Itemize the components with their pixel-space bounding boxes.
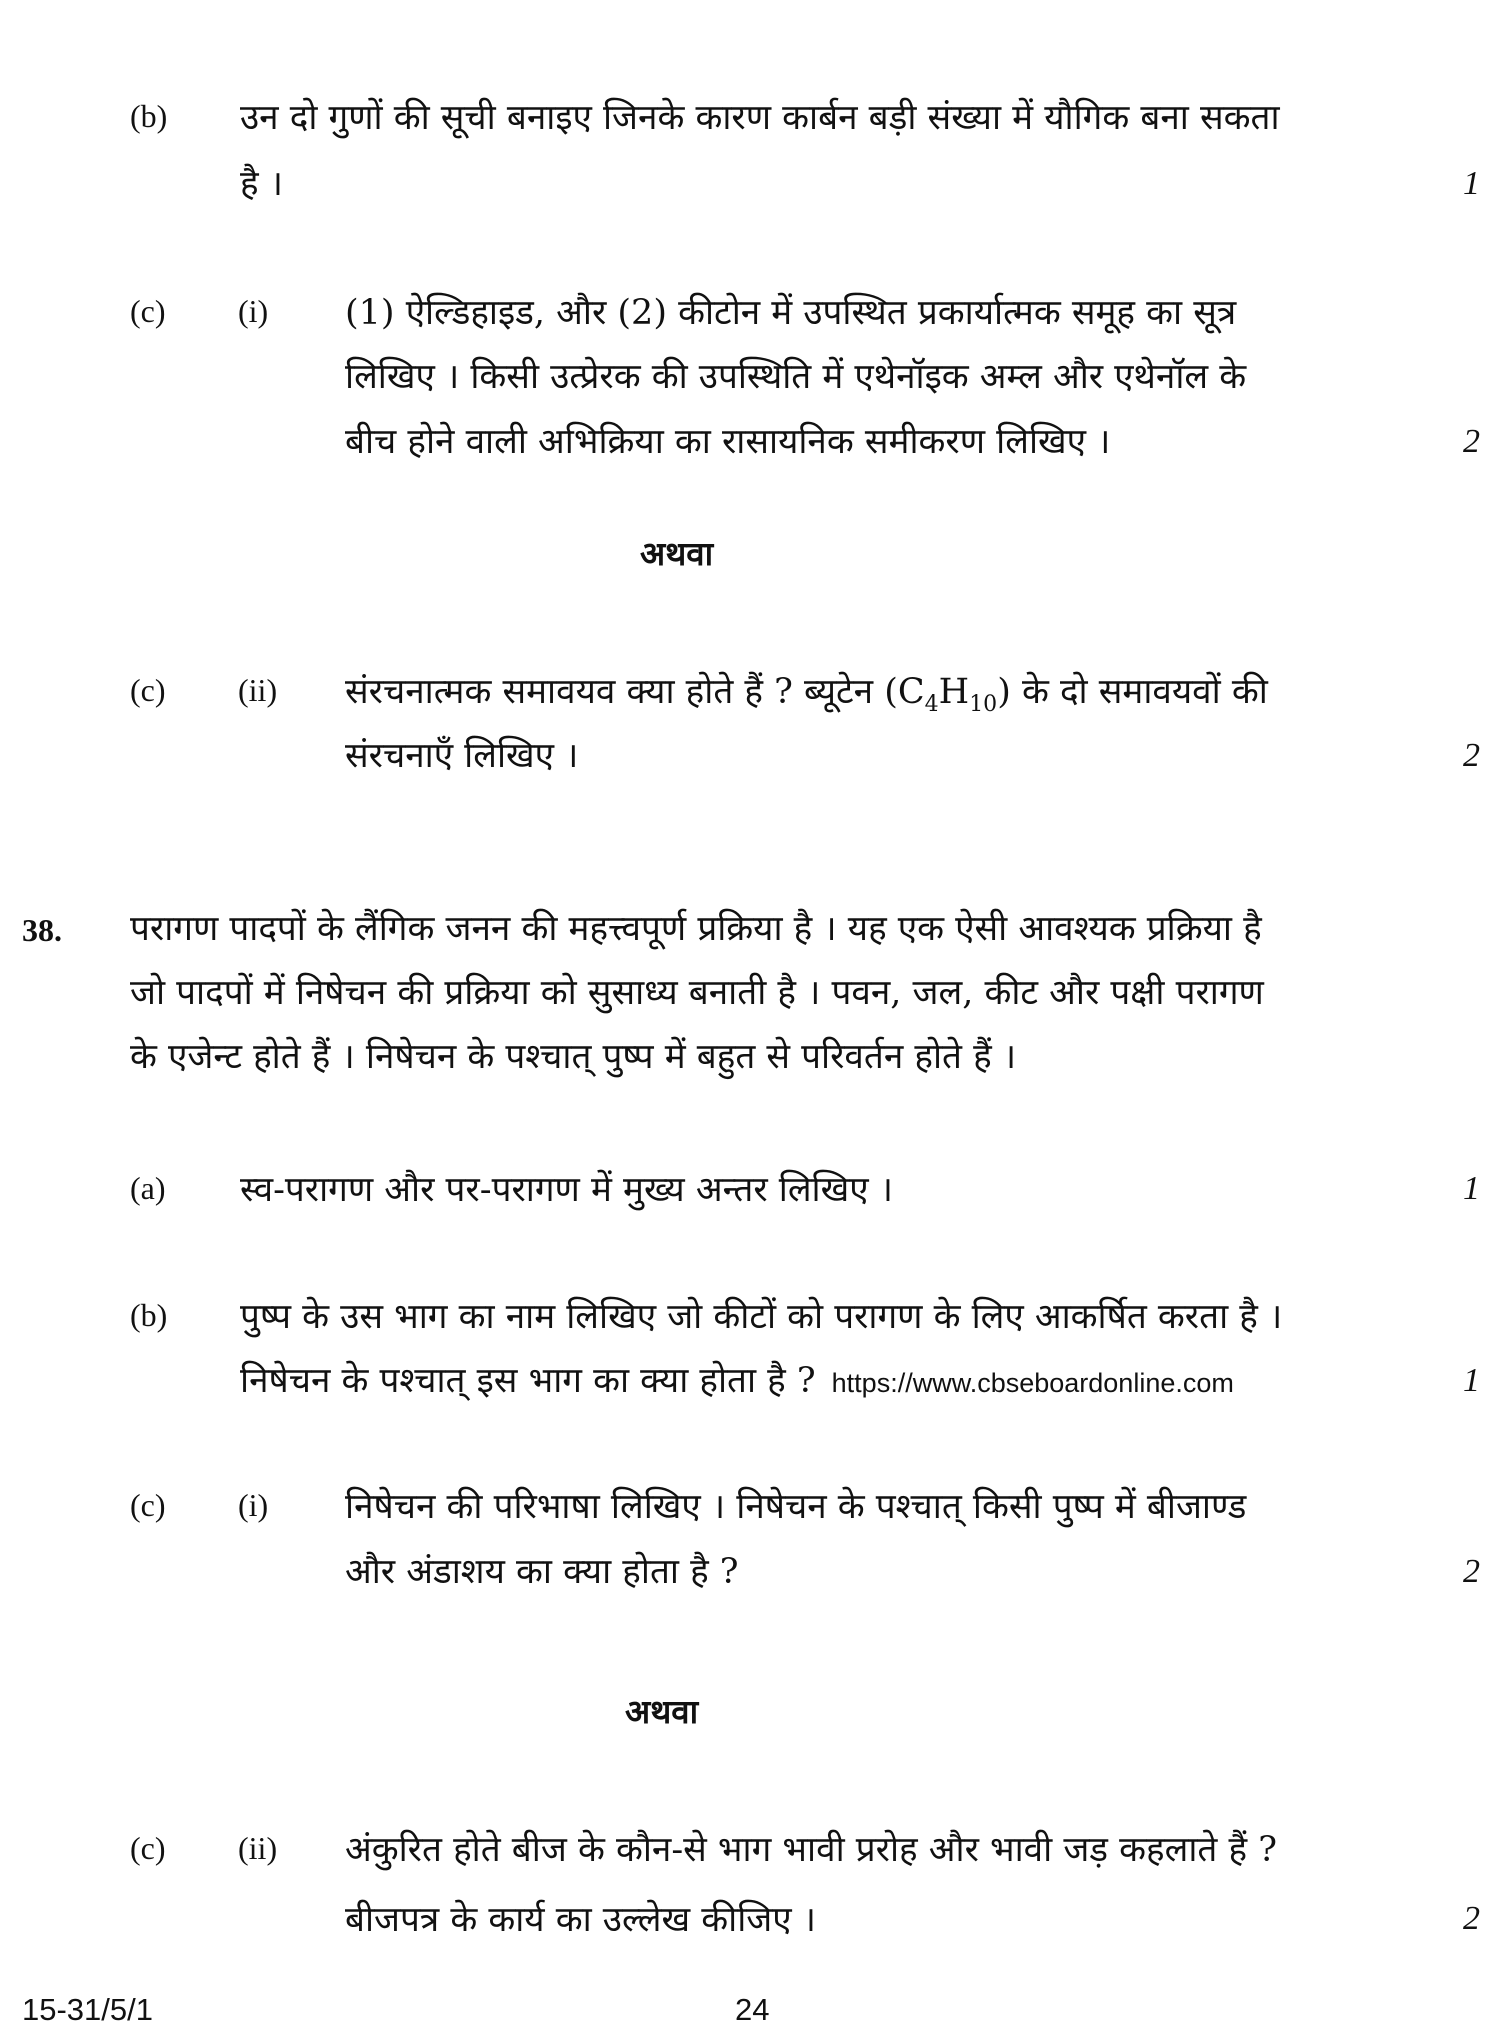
q38b-line-2: निषेचन के पश्चात् इस भाग का क्या होता है ? https://www.cbseboardonline.com [240,1361,1234,1401]
marks: 2 [1463,737,1480,774]
label-ii: (ii) [238,672,278,708]
label-b: (b) [130,98,168,134]
q37b-line-2: है । [240,164,283,204]
q38b-line-1: पुष्प के उस भाग का नाम लिखिए जो कीटों को परागण के लिए आकर्षित करता है । [240,1297,1283,1337]
marks: 2 [1463,423,1480,460]
q38-intro-line-2: जो पादपों में निषेचन की प्रक्रिया को सुसाध्य बनाती है । पवन, जल, कीट और पक्षी परागण [130,973,1264,1013]
marks: 2 [1463,1553,1480,1590]
or-separator: अथवा [625,1692,699,1731]
label-c: (c) [130,1830,166,1866]
q37ci-line-2: लिखिए । किसी उत्प्रेरक की उपस्थिति में एथेनॉइक अम्ल और एथेनॉल के [345,357,1247,397]
q38a-text: स्व-परागण और पर-परागण में मुख्य अन्तर लिखिए । [240,1170,893,1210]
q37cii-line-2: संरचनाएँ लिखिए । [345,736,579,776]
label-c: (c) [130,672,166,708]
q38-intro-line-3: के एजेन्ट होते हैं । निषेचन के पश्चात् पुष्प में बहुत से परिवर्तन होते हैं । [130,1037,1017,1077]
label-i: (i) [238,1487,269,1523]
marks: 1 [1463,1170,1480,1207]
marks: 2 [1463,1900,1480,1937]
marks: 1 [1463,1362,1480,1399]
q37ci-line-1: (1) ऐल्डिहाइड, और (2) कीटोन में उपस्थित प्रकार्यात्मक समूह का सूत्र [345,293,1237,333]
q38cii-line-2: बीजपत्र के कार्य का उल्लेख कीजिए । [345,1900,816,1940]
q37cii-line-1: संरचनात्मक समावयव क्या होते हैं ? ब्यूटेन $(C_4H_{10})$ के दो समावयवों की [345,672,1268,717]
q38cii-line-1: अंकुरित होते बीज के कौन-से भाग भावी प्ररोह और भावी जड़ कहलाते हैं ? [345,1830,1277,1870]
marks: 1 [1463,165,1480,202]
paper-code: 15-31/5/1 [22,1992,153,2027]
label-a: (a) [130,1170,166,1206]
label-i: (i) [238,293,269,329]
page-number: 24 [735,1992,770,2027]
q37b-line-1: उन दो गुणों की सूची बनाइए जिनके कारण कार्बन बड़ी संख्या में यौगिक बना सकता [240,98,1280,138]
question-number: 38. [22,912,62,948]
q38ci-line-1: निषेचन की परिभाषा लिखिए । निषेचन के पश्चात् किसी पुष्प में बीजाण्ड [345,1487,1247,1527]
label-c: (c) [130,293,166,329]
or-separator: अथवा [640,534,714,573]
label-b: (b) [130,1297,168,1333]
q38-intro-line-1: परागण पादपों के लैंगिक जनन की महत्त्वपूर्ण प्रक्रिया है । यह एक ऐसी आवश्यक प्रक्रिया है [130,909,1262,949]
q38ci-line-2: और अंडाशय का क्या होता है ? [345,1552,739,1592]
label-c: (c) [130,1487,166,1523]
label-ii: (ii) [238,1830,278,1866]
source-url: https://www.cbseboardonline.com [831,1368,1234,1398]
q37ci-line-3: बीच होने वाली अभिक्रिया का रासायनिक समीकरण लिखिए । [345,422,1111,462]
